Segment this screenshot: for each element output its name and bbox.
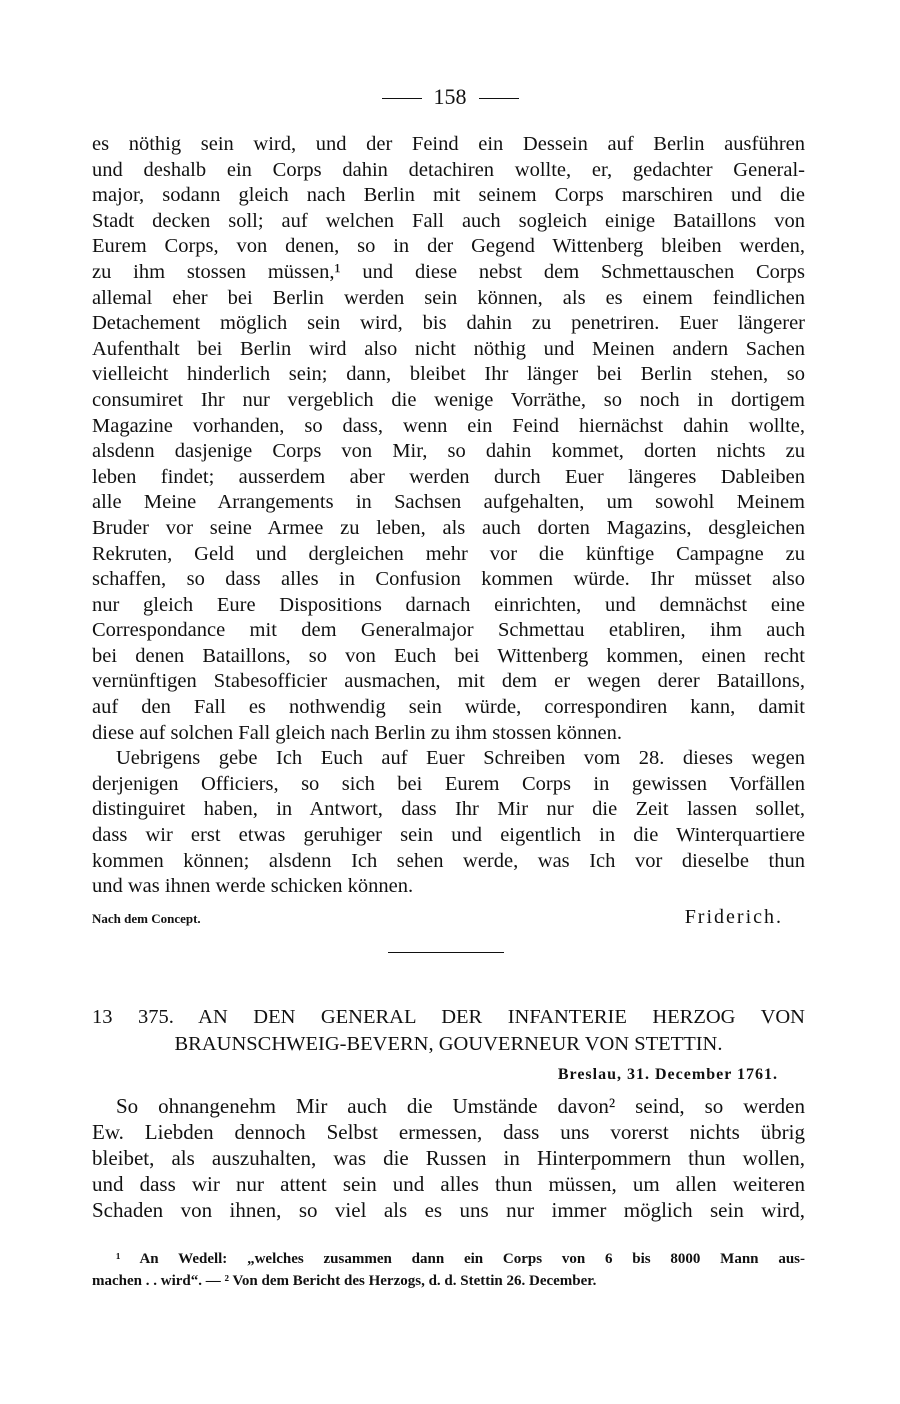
body-line: dass wir erst etwas geruhiger sein und eigentlich in die Winterquartiere (92, 824, 805, 847)
body-line: leben findet; ausserdem aber werden durch Euer längeres Dableiben (92, 465, 805, 488)
body-line: Aufenthalt bei Berlin wird also nicht nöthig und Meinen andern Sachen (92, 337, 805, 360)
letter-heading (92, 1004, 805, 1058)
body-line: allemal eher bei Berlin werden sein können, als es einem feindlichen (92, 286, 805, 309)
body-line: So ohnangenehm Mir auch die Umstände davon² seind, so werden (116, 1094, 805, 1118)
footnote-line: machen . . wird“. — ² Von dem Bericht des Herzogs, d. d. Stettin 26. December. (92, 1273, 597, 1289)
letter-body (92, 132, 805, 900)
body-line: Uebrigens gebe Ich Euch auf Euer Schreiben vom 28. dieses wegen (116, 747, 805, 770)
body-line: und dass wir nur attent sein und alles thun müssen, um allen weiteren (92, 1172, 805, 1196)
body-line: alle Meine Arrangements in Sachsen aufgehalten, um sowohl Meinem (92, 491, 805, 514)
body-line: Correspondance mit dem Generalmajor Schmettau etabliren, ihm auch (92, 619, 805, 642)
body-line: vielleicht hinderlich sein; dann, bleibet Ihr länger bei Berlin stehen, so (92, 363, 805, 386)
letter2-body (92, 1093, 805, 1223)
source-note: Nach dem Concept. (92, 911, 201, 926)
body-line: nur gleich Eure Dispositions darnach einrichten, und demnächst eine (92, 593, 805, 616)
body-line: Detachement möglich sein wird, bis dahin zu penetriren. Euer längerer (92, 312, 805, 335)
footnote-line: ¹ An Wedell: „welches zusammen dann ein Corps von 6 bis 8000 Mann aus- (116, 1251, 805, 1267)
header-dash-right (479, 98, 519, 99)
heading-line: 13 375. AN DEN GENERAL DER INFANTERIE HERZOG VON (92, 1006, 805, 1028)
body-line: kommen können; alsdenn Ich sehen werde, was Ich vor dieselbe thun (92, 849, 805, 872)
body-line: und deshalb ein Corps dahin detachiren wollte, er, gedachter General- (92, 158, 805, 181)
body-line: distinguiret haben, in Antwort, dass Ihr Mir nur die Zeit lassen sollet, (92, 798, 805, 821)
body-line: consumiret Ihr nur vergeblich die wenige Vorräthe, so noch in dortigem (92, 388, 805, 411)
body-line: diese auf solchen Fall gleich nach Berlin zu ihm stossen können. (92, 721, 623, 744)
body-line: auf den Fall es nothwendig sein würde, correspondiren kann, damit (92, 696, 805, 719)
body-line: Eurem Corps, von denen, so in der Gegend Wittenberg bleiben werden, (92, 235, 805, 258)
body-line: vernünftigen Stabesofficier ausmachen, mit dem er wegen derer Bataillons, (92, 670, 805, 693)
body-line: Rekruten, Geld und dergleichen mehr vor die künftige Campagne zu (92, 542, 805, 565)
body-line: bei denen Bataillons, so von Euch bei Wittenberg kommen, einen recht (92, 644, 805, 667)
body-line: derjenigen Officiers, so sich bei Eurem Corps in gewissen Vorfällen (92, 772, 805, 795)
body-line: Schaden von ihnen, so viel als es uns nur immer möglich sein wird, (92, 1198, 805, 1222)
body-line: Bruder vor seine Armee zu leben, als auch dorten Magazins, desgleichen (92, 516, 805, 539)
body-line: es nöthig sein wird, und der Feind ein Dessein auf Berlin ausführen (92, 133, 805, 155)
body-line: Ew. Liebden dennoch Selbst ermessen, dass uns vorerst nichts übrig (92, 1120, 805, 1144)
header-dash-left (382, 98, 422, 99)
body-line: Magazine vorhanden, so dass, wenn ein Feind hiernächst dahin wollte, (92, 414, 805, 437)
body-line: zu ihm stossen müssen,¹ und diese nebst dem Schmettauschen Corps (92, 260, 805, 283)
body-line: schaffen, so dass alles in Confusion kommen würde. Ihr müsset also (92, 568, 805, 591)
page-number: 158 (433, 84, 467, 109)
body-line: und was ihnen werde schicken können. (92, 875, 414, 898)
place-date: Breslau, 31. December 1761. (557, 1066, 778, 1083)
body-line: bleibet, als auszuhalten, was die Russen in Hinterpommern thun wollen, (92, 1146, 805, 1170)
page-header (0, 82, 900, 112)
body-line: major, sodann gleich nach Berlin mit seinem Corps marschiren und die (92, 184, 805, 207)
section-divider (388, 952, 504, 953)
body-line: alsdenn dasjenige Corps von Mir, so dahin kommet, dorten nichts zu (92, 440, 805, 463)
signature-row (92, 906, 805, 929)
heading-line: BRAUNSCHWEIG-BEVERN, GOUVERNEUR VON STETTIN. (174, 1033, 723, 1055)
footnotes (92, 1248, 805, 1292)
body-line: Stadt decken soll; auf welchen Fall auch sogleich einige Bataillons von (92, 209, 805, 232)
signature: Friderich. (684, 906, 783, 928)
